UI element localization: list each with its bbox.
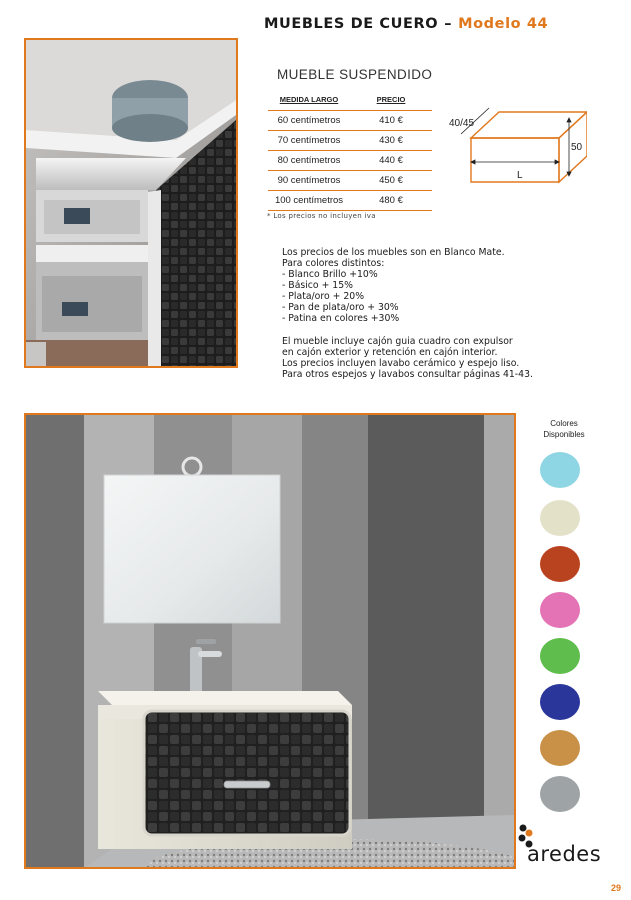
row-price: 450 € <box>350 171 432 191</box>
row-size: 80 centímetros <box>268 151 350 171</box>
col-header-price: PRECIO <box>376 94 406 104</box>
dimension-diagram <box>447 106 587 190</box>
row-size: 100 centímetros <box>268 191 350 211</box>
color-swatch-verde <box>540 638 580 674</box>
colors-title-line2: Disponibles <box>543 430 585 439</box>
desc-line: Los precios de los muebles son en Blanco Mate. <box>282 247 505 258</box>
table-row <box>268 191 432 211</box>
row-size: 60 centímetros <box>268 111 350 131</box>
section-title: MUEBLE SUSPENDIDO <box>277 67 433 82</box>
colors-title-line1: Colores <box>550 419 578 428</box>
colors-title <box>532 418 596 440</box>
table-row <box>268 151 432 171</box>
desc-line: - Pan de plata/oro + 30% <box>282 302 399 313</box>
row-size: 90 centímetros <box>268 171 350 191</box>
brand-name: aredes <box>527 842 602 866</box>
desc-line: Para colores distintos: <box>282 258 385 269</box>
row-price: 440 € <box>350 151 432 171</box>
col-header-size: MEDIDA LARGO <box>279 94 339 104</box>
table-row <box>268 171 432 191</box>
row-price: 430 € <box>350 131 432 151</box>
color-swatch-gris <box>540 776 580 812</box>
row-size: 70 centímetros <box>268 131 350 151</box>
color-swatch-crema <box>540 500 580 536</box>
price-table <box>268 93 432 211</box>
color-swatch-rosa <box>540 592 580 628</box>
drawer-detail-photo <box>24 38 238 368</box>
dim-depth-label: 40/45 <box>449 118 475 129</box>
color-swatch-dorado <box>540 730 580 766</box>
desc-line: - Plata/oro + 20% <box>282 291 365 302</box>
table-row <box>268 131 432 151</box>
color-swatch-teja <box>540 546 580 582</box>
page-header <box>264 16 548 32</box>
dim-length-label: L <box>517 170 523 181</box>
description <box>282 247 612 380</box>
row-price: 410 € <box>350 111 432 131</box>
desc-line: en cajón exterior y retención en cajón interior. <box>282 347 498 358</box>
table-row <box>268 111 432 131</box>
header-title: MUEBLES DE CUERO <box>264 16 439 32</box>
color-swatch-azul <box>540 684 580 720</box>
vat-note: * Los precios no incluyen iva <box>267 212 376 220</box>
desc-line: El mueble incluye cajón guia cuadro con expulsor <box>282 336 513 347</box>
color-swatch-turquesa <box>540 452 580 488</box>
row-price: 480 € <box>350 191 432 211</box>
dim-height-label: 50 <box>571 142 583 153</box>
page-number: 29 <box>611 883 622 893</box>
header-model: Modelo 44 <box>458 16 549 32</box>
desc-line: Los precios incluyen lavabo cerámico y espejo liso. <box>282 358 520 369</box>
header-separator: – <box>444 16 453 32</box>
desc-line: - Básico + 15% <box>282 280 353 291</box>
vanity-photo <box>24 413 516 869</box>
desc-line: - Patina en colores +30% <box>282 313 400 324</box>
desc-line: Para otros espejos y lavabos consultar páginas 41-43. <box>282 369 533 380</box>
desc-line: - Blanco Brillo +10% <box>282 269 378 280</box>
